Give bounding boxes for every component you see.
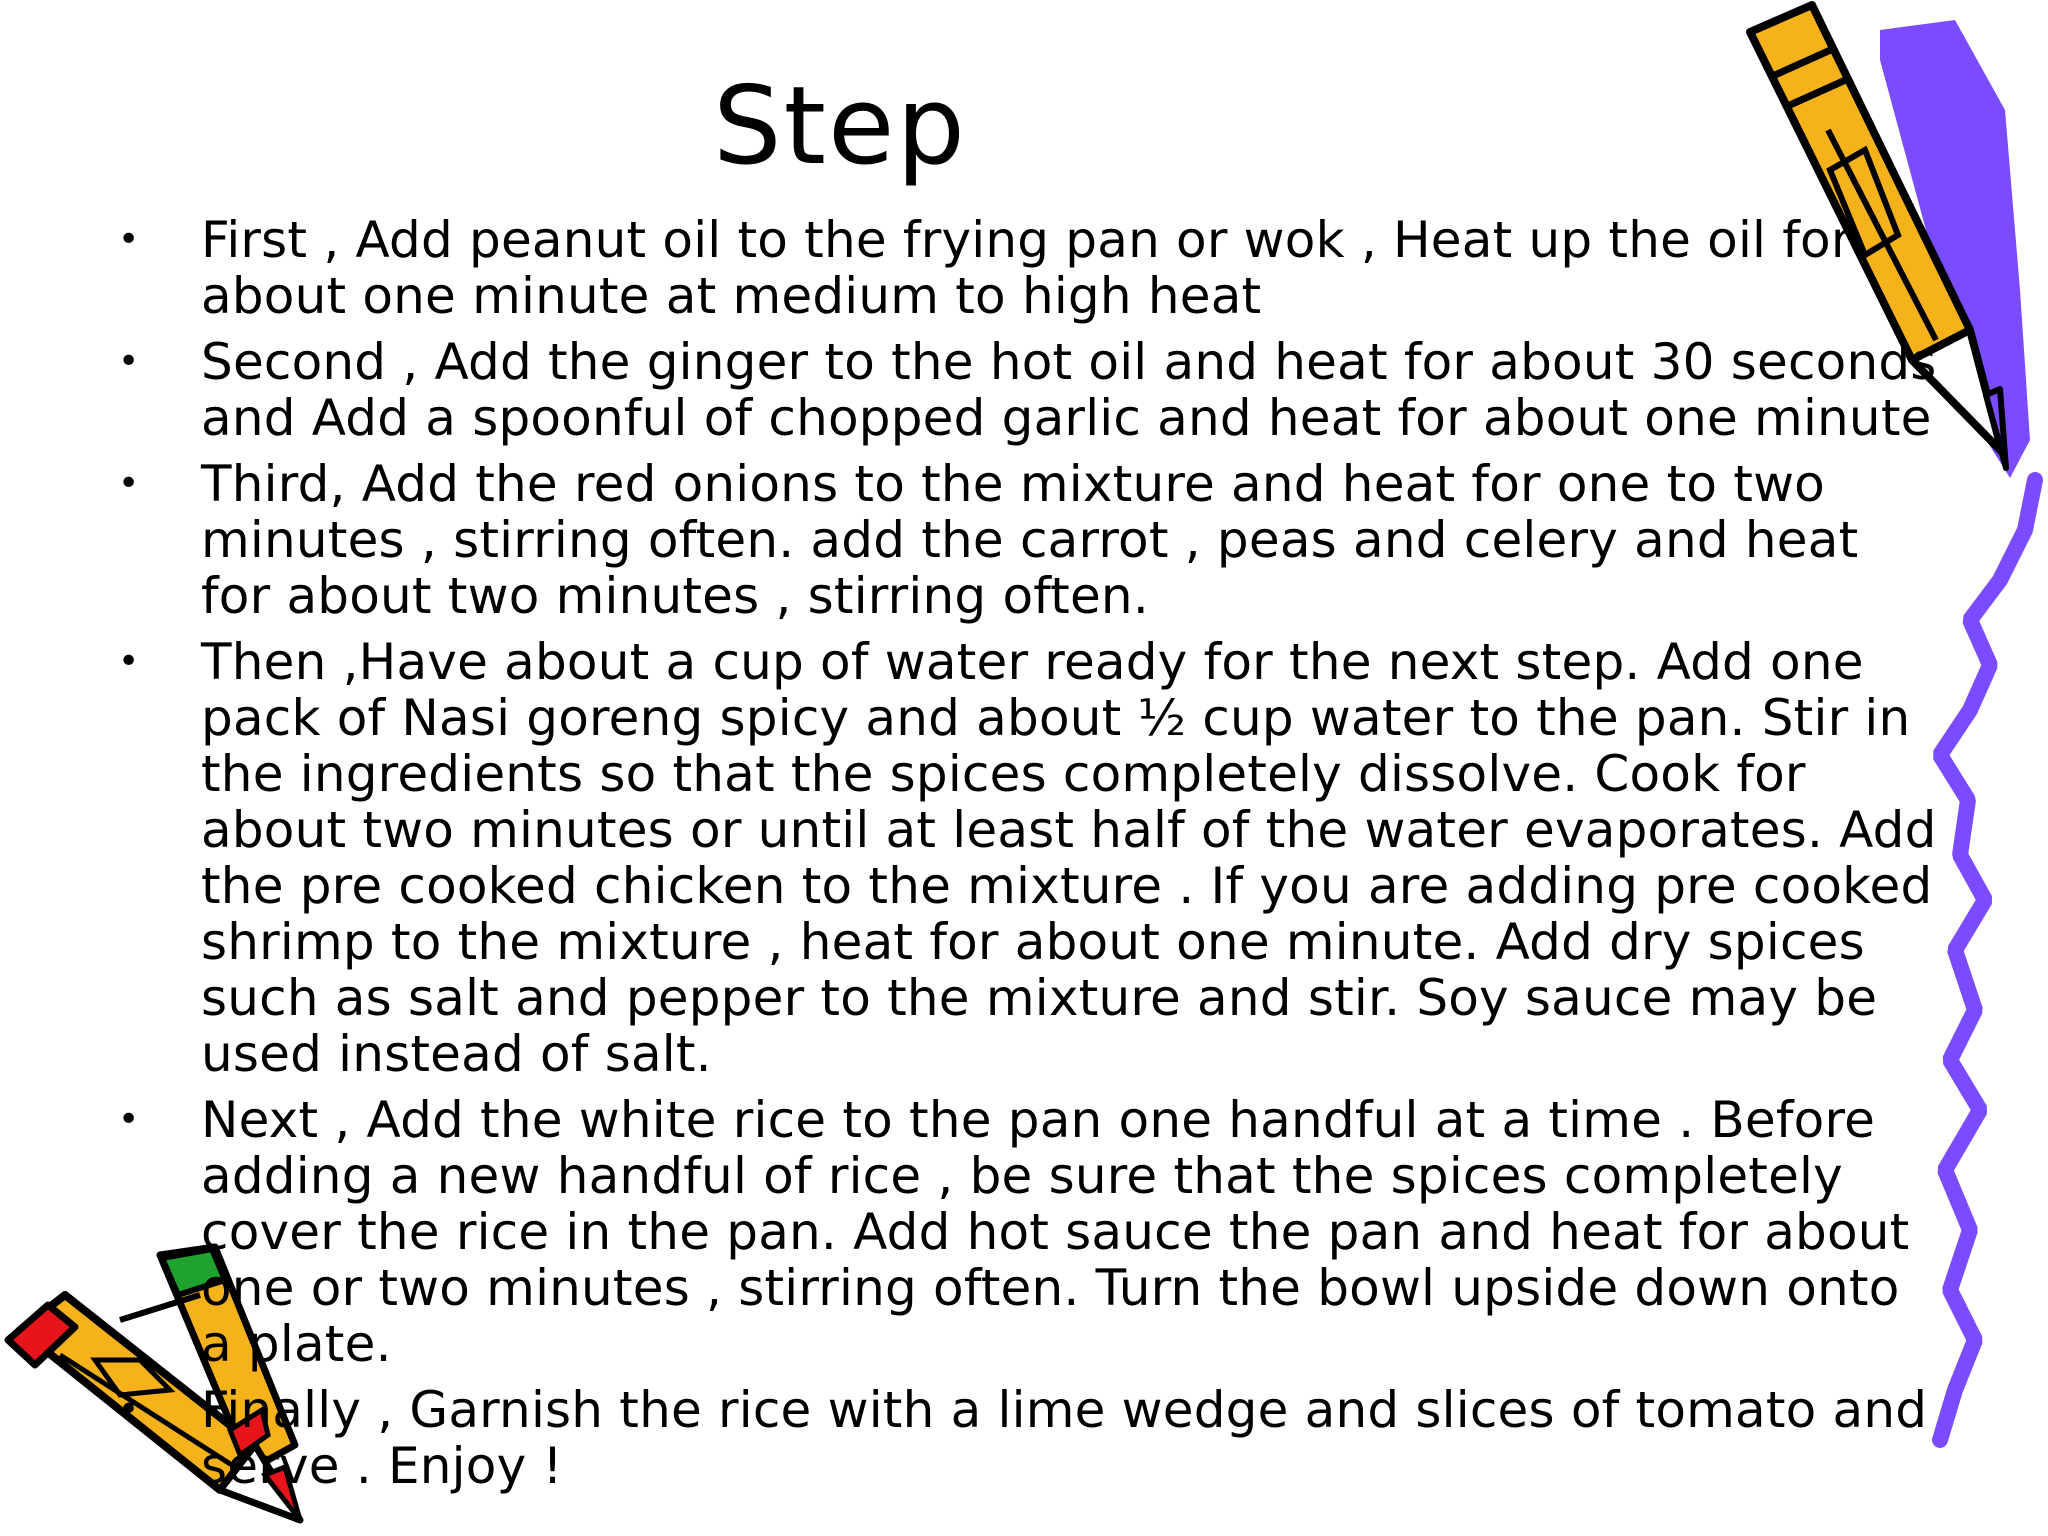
step-text: Then ,Have about a cup of water ready for the next step. Add one pack of Nasi goreng spicy and about ½ cup water to the pan. Stir in the ingredients so that the spices completely dissolve. Cook for about two minutes or until at least half of the water evaporates. Add the pre cooked chicken to the mixture . If you are adding pre cooked shrimp to the mixture , heat for about one minute. Add dry spices such as salt and pepper to the mixture and stir. Soy sauce may be used instead of salt. [201, 633, 1937, 1083]
bullet: • [118, 1099, 140, 1140]
list-item [118, 1382, 1938, 1494]
step-text: Second , Add the ginger to the hot oil and heat for about 30 seconds and Add a spoonful of chopped garlic and heat for about one minute [201, 333, 1937, 447]
bullet: • [118, 341, 140, 382]
step-text: First , Add peanut oil to the frying pan or wok , Heat up the oil for about one minute at medium to high heat [201, 211, 1852, 325]
steps-list [118, 212, 1938, 1504]
step-text: Third, Add the red onions to the mixture and heat for one to two minutes , stirring often. add the carrot , peas and celery and heat for about two minutes , stirring often. [201, 455, 1859, 625]
step-text: Finally , Garnish the rice with a lime wedge and slices of tomato and serve . Enjoy ! [201, 1381, 1928, 1495]
bullet: • [118, 463, 140, 504]
list-item [118, 456, 1938, 624]
squiggle-line-icon [1930, 470, 2048, 1450]
step-text: Next , Add the white rice to the pan one handful at a time . Before adding a new handful of rice , be sure that the spices completely cover the rice in the pan. Add hot sauce the pan and heat for about one or two minutes , stirring often. Turn the bowl upside down onto a plate. [201, 1091, 1910, 1373]
list-item [118, 212, 1938, 324]
bullet: • [118, 1389, 140, 1430]
list-item [118, 634, 1938, 1082]
slide-title: Step [713, 64, 967, 189]
bullet: • [118, 641, 140, 682]
bullet: • [118, 219, 140, 260]
list-item [118, 1092, 1938, 1372]
list-item [118, 334, 1938, 446]
